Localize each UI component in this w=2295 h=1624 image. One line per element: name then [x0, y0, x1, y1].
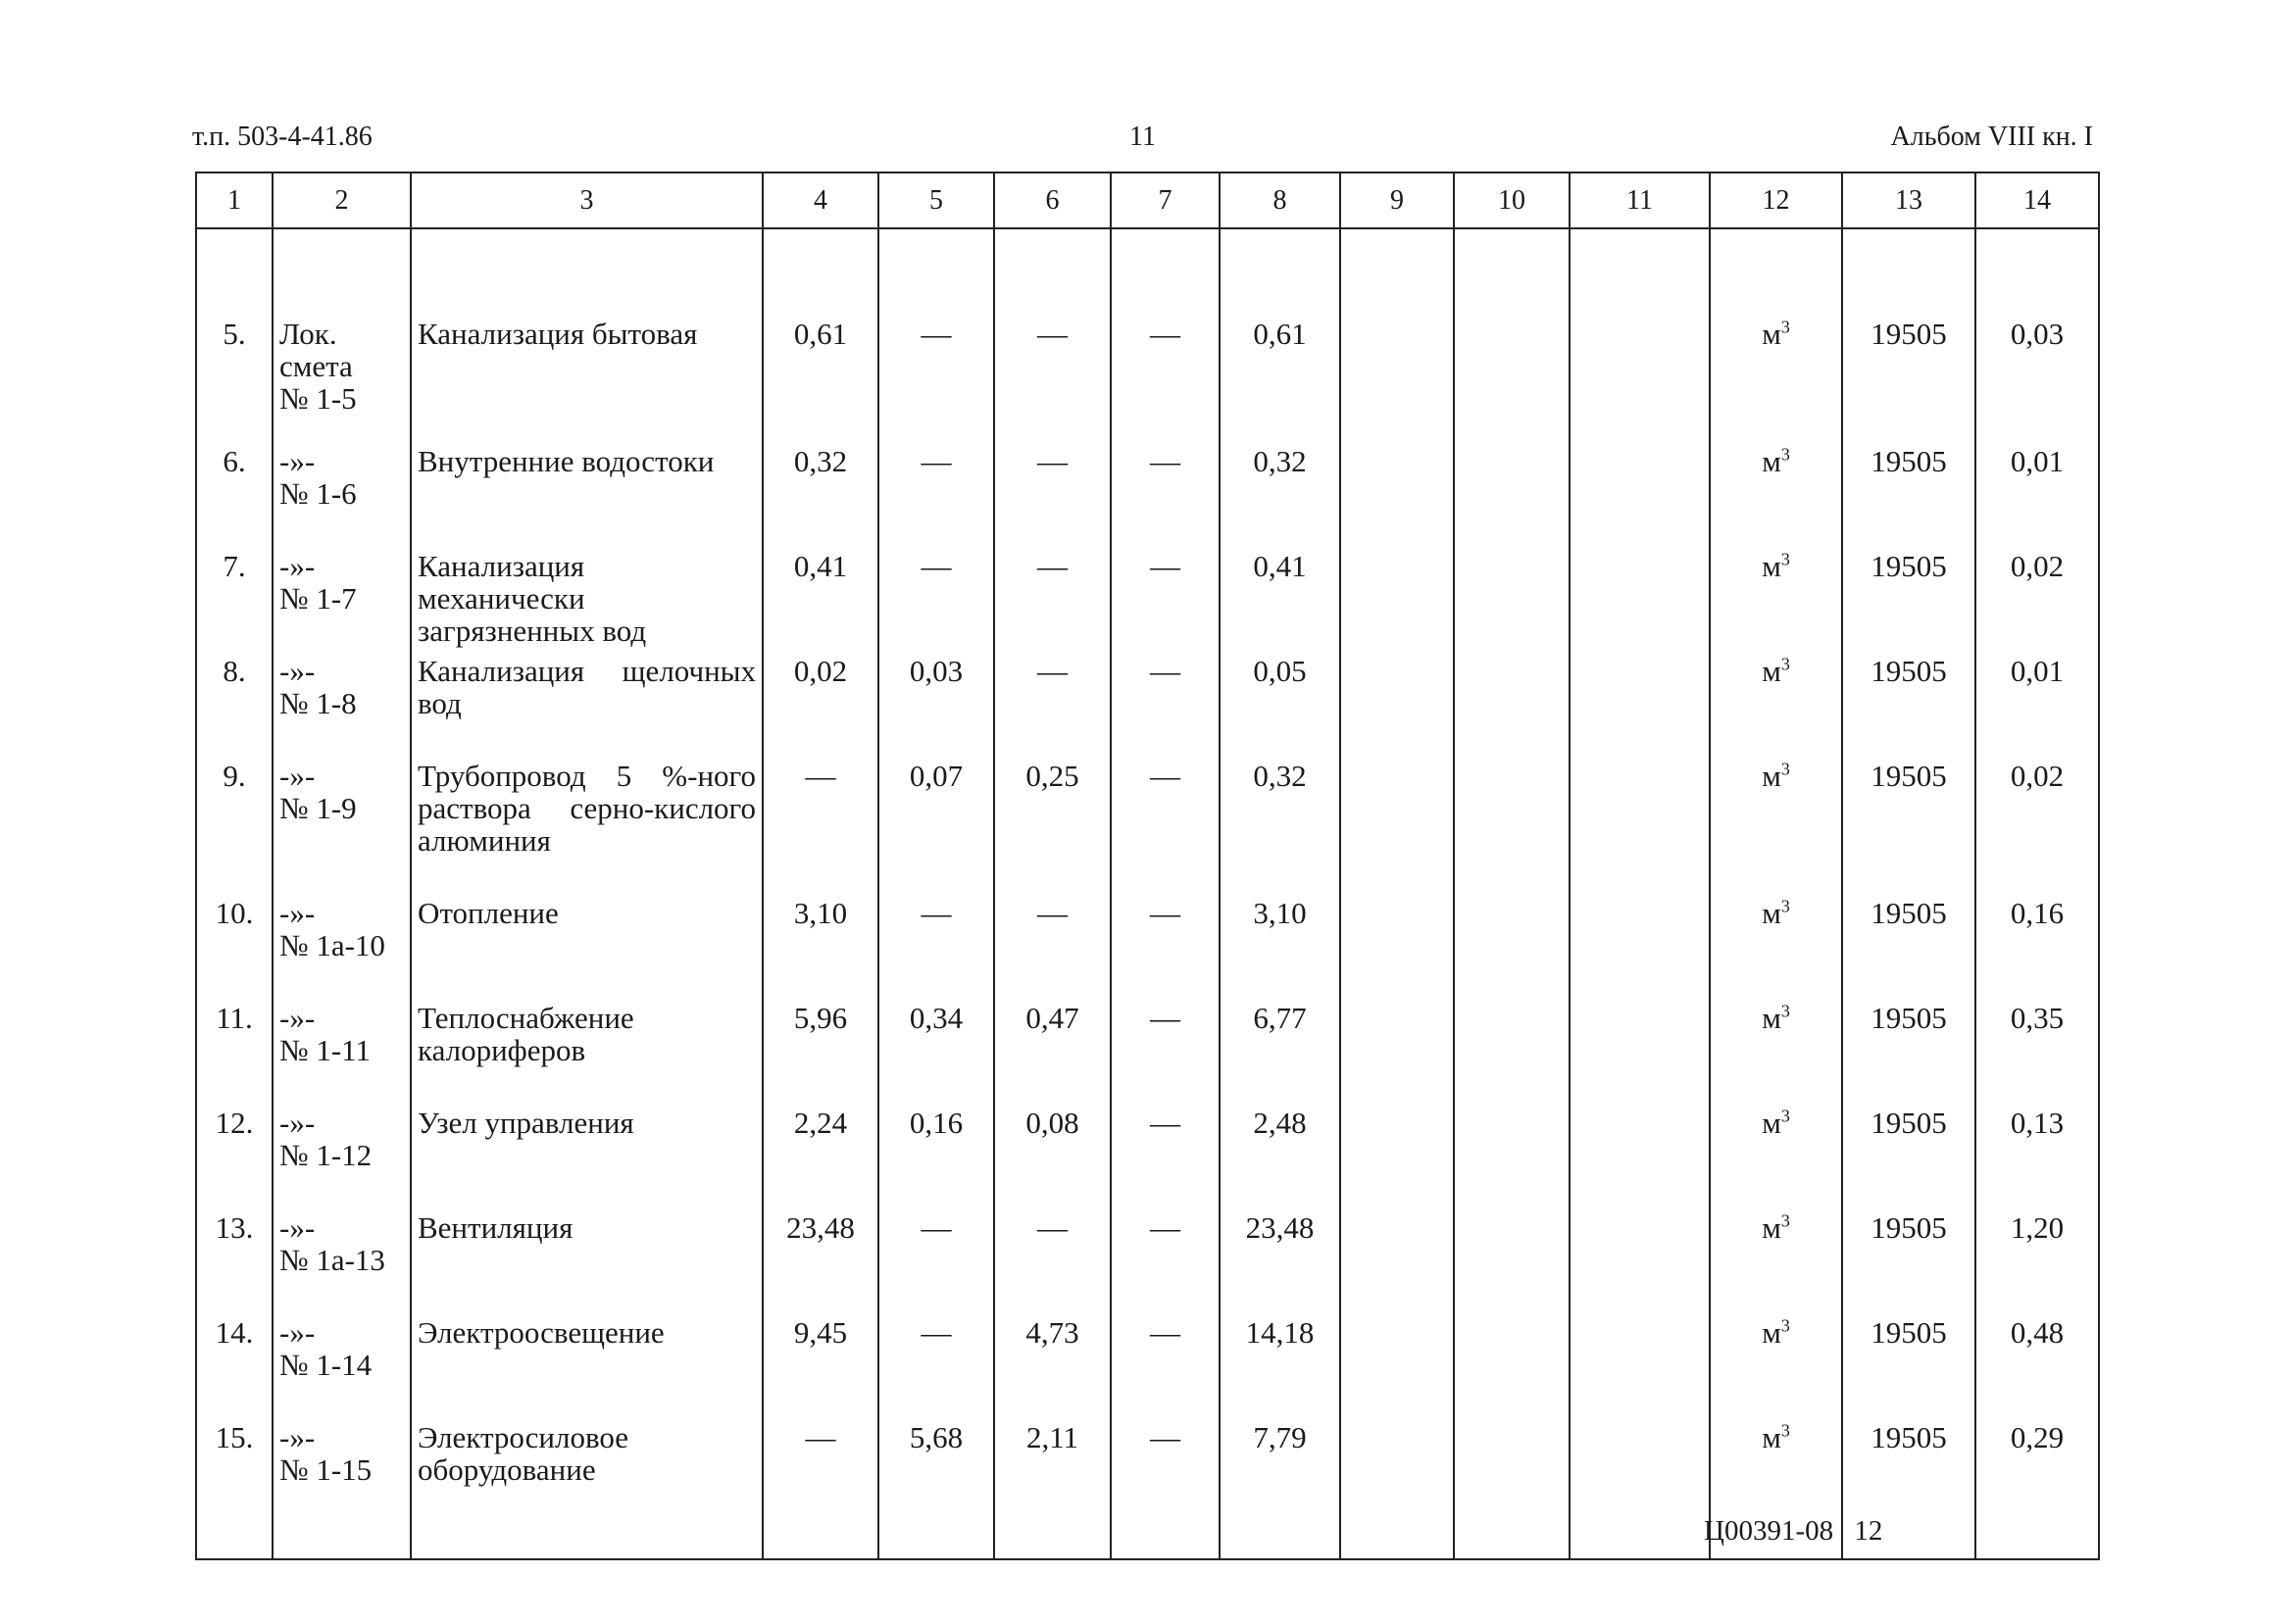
table-row [196, 550, 2099, 655]
unit-base: м [1762, 1001, 1781, 1035]
col-11-value [1570, 228, 1710, 445]
column-header: 9 [1340, 172, 1454, 228]
col-7-value: — [1111, 550, 1220, 655]
footer-code: Ц00391-08 [1704, 1515, 1834, 1547]
col-11-value [1570, 1107, 1710, 1211]
col-5-value: — [878, 897, 994, 1002]
work-name: Трубопровод 5 %-ного раствора серно-кислого алюминия [411, 760, 763, 897]
column-number-row [196, 172, 2099, 228]
footer-stamp [1704, 1515, 1882, 1548]
row-number: 13. [196, 1211, 273, 1316]
column-header: 1 [196, 172, 273, 228]
unit-base: м [1762, 317, 1781, 351]
col-7-value: — [1111, 445, 1220, 550]
page-number: 11 [1129, 122, 1156, 152]
col-10-value [1454, 550, 1570, 655]
col-14-value: 0,03 [1975, 228, 2099, 445]
row-number: 5. [196, 228, 273, 445]
unit [1710, 1211, 1842, 1316]
column-header: 14 [1975, 172, 2099, 228]
col-6-value: 0,08 [994, 1107, 1111, 1211]
table-row [196, 1211, 2099, 1316]
col-4-value: — [763, 1421, 878, 1559]
col-11-value [1570, 897, 1710, 1002]
col-13-value: 19505 [1842, 228, 1975, 445]
col-7-value: — [1111, 228, 1220, 445]
unit [1710, 655, 1842, 760]
unit [1710, 228, 1842, 445]
unit-exponent: 3 [1780, 1210, 1790, 1231]
row-number: 14. [196, 1316, 273, 1421]
col-8-total: 0,05 [1220, 655, 1340, 760]
col-9-value [1340, 897, 1454, 1002]
table-row [196, 445, 2099, 550]
estimate-ref: -»- № 1-12 [273, 1107, 411, 1211]
album-label: Альбом VIII кн. I [1890, 122, 2093, 152]
unit-exponent: 3 [1780, 1315, 1790, 1336]
column-header: 4 [763, 172, 878, 228]
col-5-value: 0,03 [878, 655, 994, 760]
col-14-value: 0,35 [1975, 1002, 2099, 1107]
unit [1710, 1107, 1842, 1211]
unit-base: м [1762, 444, 1781, 478]
column-header: 11 [1570, 172, 1710, 228]
col-13-value: 19505 [1842, 1211, 1975, 1316]
unit-base: м [1762, 549, 1781, 583]
col-10-value [1454, 760, 1570, 897]
col-4-value: 2,24 [763, 1107, 878, 1211]
work-name: Канализация щелочных вод [411, 655, 763, 760]
unit-base: м [1762, 1420, 1781, 1454]
col-6-value: — [994, 1211, 1111, 1316]
unit [1710, 1316, 1842, 1421]
col-8-total: 0,61 [1220, 228, 1340, 445]
footer-page: 12 [1854, 1515, 1883, 1547]
col-4-value: 5,96 [763, 1002, 878, 1107]
unit-base: м [1762, 1315, 1781, 1350]
col-4-value: 0,41 [763, 550, 878, 655]
col-9-value [1340, 760, 1454, 897]
work-name: Узел управления [411, 1107, 763, 1211]
col-14-value: 0,01 [1975, 445, 2099, 550]
col-5-value: — [878, 1316, 994, 1421]
col-14-value: 0,13 [1975, 1107, 2099, 1211]
col-8-total: 0,32 [1220, 445, 1340, 550]
table-row [196, 1002, 2099, 1107]
col-11-value [1570, 655, 1710, 760]
unit-exponent: 3 [1780, 654, 1790, 674]
estimate-ref: -»- № 1-6 [273, 445, 411, 550]
col-10-value [1454, 1421, 1570, 1559]
col-14-value: 0,16 [1975, 897, 2099, 1002]
estimate-ref: -»- № 1а-10 [273, 897, 411, 1002]
col-14-value: 1,20 [1975, 1211, 2099, 1316]
col-14-value: 0,48 [1975, 1316, 2099, 1421]
col-6-value: — [994, 897, 1111, 1002]
work-name: Отопление [411, 897, 763, 1002]
col-6-value: 2,11 [994, 1421, 1111, 1559]
col-13-value: 19505 [1842, 1421, 1975, 1559]
col-5-value: 0,07 [878, 760, 994, 897]
col-7-value: — [1111, 1211, 1220, 1316]
unit-exponent: 3 [1780, 896, 1790, 916]
col-8-total: 6,77 [1220, 1002, 1340, 1107]
col-8-total: 0,41 [1220, 550, 1340, 655]
table-row [196, 228, 2099, 445]
col-6-value: — [994, 655, 1111, 760]
column-header: 10 [1454, 172, 1570, 228]
col-8-total: 3,10 [1220, 897, 1340, 1002]
col-13-value: 19505 [1842, 1002, 1975, 1107]
column-header: 13 [1842, 172, 1975, 228]
row-number: 6. [196, 445, 273, 550]
unit-base: м [1762, 1210, 1781, 1245]
col-6-value: 0,47 [994, 1002, 1111, 1107]
col-5-value: 0,16 [878, 1107, 994, 1211]
table-row [196, 1316, 2099, 1421]
table-body [196, 228, 2099, 1559]
estimate-table [195, 172, 2100, 1560]
unit-exponent: 3 [1780, 317, 1790, 337]
work-name: Внутренние водостоки [411, 445, 763, 550]
col-8-total: 14,18 [1220, 1316, 1340, 1421]
unit-base: м [1762, 896, 1781, 930]
col-8-total: 23,48 [1220, 1211, 1340, 1316]
col-10-value [1454, 228, 1570, 445]
unit [1710, 897, 1842, 1002]
row-number: 12. [196, 1107, 273, 1211]
col-8-total: 7,79 [1220, 1421, 1340, 1559]
col-9-value [1340, 550, 1454, 655]
col-13-value: 19505 [1842, 1107, 1975, 1211]
column-header: 6 [994, 172, 1111, 228]
col-9-value [1340, 655, 1454, 760]
unit [1710, 760, 1842, 897]
col-10-value [1454, 897, 1570, 1002]
table-row [196, 655, 2099, 760]
col-4-value: 0,02 [763, 655, 878, 760]
col-9-value [1340, 228, 1454, 445]
col-4-value: 0,61 [763, 228, 878, 445]
col-14-value: 0,02 [1975, 550, 2099, 655]
col-4-value: 0,32 [763, 445, 878, 550]
col-11-value [1570, 1002, 1710, 1107]
row-number: 8. [196, 655, 273, 760]
col-7-value: — [1111, 760, 1220, 897]
col-5-value: 0,34 [878, 1002, 994, 1107]
estimate-ref: -»- № 1-11 [273, 1002, 411, 1107]
col-10-value [1454, 1211, 1570, 1316]
col-11-value [1570, 1316, 1710, 1421]
estimate-ref: -»- № 1-8 [273, 655, 411, 760]
estimate-ref: -»- № 1-9 [273, 760, 411, 897]
unit-exponent: 3 [1780, 549, 1790, 569]
col-4-value: 23,48 [763, 1211, 878, 1316]
col-14-value: 0,02 [1975, 760, 2099, 897]
estimate-ref: Лок. смета № 1-5 [273, 228, 411, 445]
column-header: 3 [411, 172, 763, 228]
work-name: Канализация бытовая [411, 228, 763, 445]
estimate-ref: -»- № 1-15 [273, 1421, 411, 1559]
col-9-value [1340, 1107, 1454, 1211]
col-13-value: 19505 [1842, 655, 1975, 760]
row-number: 15. [196, 1421, 273, 1559]
table-row [196, 897, 2099, 1002]
col-7-value: — [1111, 1107, 1220, 1211]
col-10-value [1454, 1107, 1570, 1211]
estimate-ref: -»- № 1-7 [273, 550, 411, 655]
row-number: 7. [196, 550, 273, 655]
col-9-value [1340, 1002, 1454, 1107]
work-name: Канализация механически загрязненных вод [411, 550, 763, 655]
unit-exponent: 3 [1780, 1420, 1790, 1441]
col-10-value [1454, 1002, 1570, 1107]
column-header: 5 [878, 172, 994, 228]
col-14-value: 0,01 [1975, 655, 2099, 760]
col-11-value [1570, 550, 1710, 655]
row-number: 11. [196, 1002, 273, 1107]
unit-exponent: 3 [1780, 444, 1790, 465]
col-4-value: 3,10 [763, 897, 878, 1002]
table-row [196, 1107, 2099, 1211]
col-11-value [1570, 445, 1710, 550]
col-7-value: — [1111, 1316, 1220, 1421]
col-8-total: 0,32 [1220, 760, 1340, 897]
col-6-value: 0,25 [994, 760, 1111, 897]
col-5-value: — [878, 445, 994, 550]
table-row [196, 760, 2099, 897]
col-10-value [1454, 655, 1570, 760]
col-10-value [1454, 1316, 1570, 1421]
col-13-value: 19505 [1842, 550, 1975, 655]
col-10-value [1454, 445, 1570, 550]
unit [1710, 445, 1842, 550]
col-5-value: — [878, 1211, 994, 1316]
row-number: 9. [196, 760, 273, 897]
column-header: 12 [1710, 172, 1842, 228]
col-7-value: — [1111, 1002, 1220, 1107]
col-6-value: — [994, 550, 1111, 655]
unit [1710, 1002, 1842, 1107]
col-11-value [1570, 760, 1710, 897]
column-header: 2 [273, 172, 411, 228]
col-9-value [1340, 445, 1454, 550]
col-5-value: — [878, 550, 994, 655]
col-9-value [1340, 1316, 1454, 1421]
col-8-total: 2,48 [1220, 1107, 1340, 1211]
row-number: 10. [196, 897, 273, 1002]
col-11-value [1570, 1211, 1710, 1316]
col-6-value: — [994, 228, 1111, 445]
work-name: Электроосвещение [411, 1316, 763, 1421]
estimate-ref: -»- № 1-14 [273, 1316, 411, 1421]
column-header: 7 [1111, 172, 1220, 228]
unit-base: м [1762, 759, 1781, 793]
unit [1710, 550, 1842, 655]
col-4-value: 9,45 [763, 1316, 878, 1421]
col-7-value: — [1111, 655, 1220, 760]
unit-exponent: 3 [1780, 1106, 1790, 1126]
col-4-value: — [763, 760, 878, 897]
col-11-value [1570, 1421, 1710, 1559]
col-13-value: 19505 [1842, 760, 1975, 897]
work-name: Вентиляция [411, 1211, 763, 1316]
unit-exponent: 3 [1780, 759, 1790, 779]
unit-base: м [1762, 654, 1781, 688]
work-name: Теплоснабжение калориферов [411, 1002, 763, 1107]
doc-code: т.п. 503-4-41.86 [192, 122, 373, 152]
col-9-value [1340, 1211, 1454, 1316]
col-6-value: 4,73 [994, 1316, 1111, 1421]
col-14-value: 0,29 [1975, 1421, 2099, 1559]
unit-exponent: 3 [1780, 1001, 1790, 1021]
col-7-value: — [1111, 1421, 1220, 1559]
col-6-value: — [994, 445, 1111, 550]
column-header: 8 [1220, 172, 1340, 228]
col-5-value: — [878, 228, 994, 445]
col-13-value: 19505 [1842, 445, 1975, 550]
unit-base: м [1762, 1106, 1781, 1140]
col-7-value: — [1111, 897, 1220, 1002]
col-9-value [1340, 1421, 1454, 1559]
col-5-value: 5,68 [878, 1421, 994, 1559]
work-name: Электросиловое оборудование [411, 1421, 763, 1559]
col-13-value: 19505 [1842, 897, 1975, 1002]
estimate-ref: -»- № 1а-13 [273, 1211, 411, 1316]
col-13-value: 19505 [1842, 1316, 1975, 1421]
